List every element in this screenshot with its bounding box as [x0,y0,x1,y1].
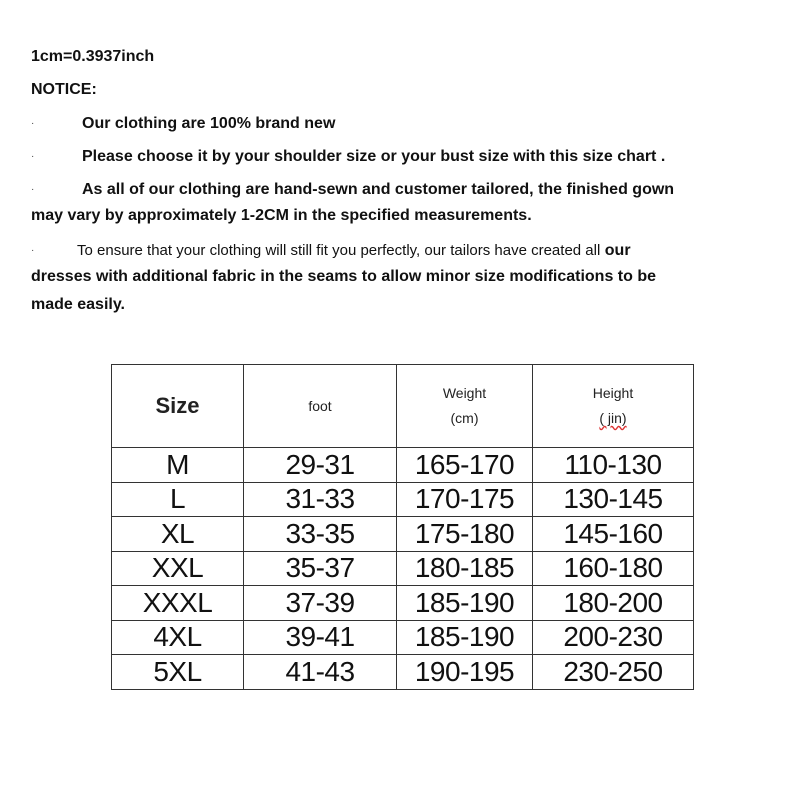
cell-weight: 185-190 [397,586,533,621]
cell-size: 4XL [112,620,244,655]
cell-foot: 31-33 [244,482,397,517]
cell-size: M [112,448,244,483]
cell-size: 5XL [112,655,244,690]
table-row [112,586,694,621]
header-weight [397,365,533,448]
cell-weight: 190-195 [397,655,533,690]
cell-size: XXL [112,551,244,586]
notice-item-fit-our: our [604,242,631,259]
cell-height: 200-230 [533,620,694,655]
header-size: Size [112,365,244,448]
cell-height: 230-250 [533,655,694,690]
bullet-icon: · [31,245,35,256]
notice-item-brand-new: Our clothing are 100% brand new [82,115,336,132]
cell-height: 110-130 [533,448,694,483]
cell-foot: 33-35 [244,517,397,552]
cell-weight: 180-185 [397,551,533,586]
cell-height: 160-180 [533,551,694,586]
cell-weight: 185-190 [397,620,533,655]
cell-weight: 170-175 [397,482,533,517]
notice-item-handsewn-line2: may vary by approximately 1-2CM in the specified measurements. [31,207,532,224]
cell-weight: 175-180 [397,517,533,552]
header-foot: foot [244,365,397,448]
cell-foot: 37-39 [244,586,397,621]
header-height [533,365,694,448]
cell-foot: 29-31 [244,448,397,483]
table-row [112,482,694,517]
bullet-icon: · [31,151,35,162]
header-height-label: Height [592,385,634,401]
table-row [112,551,694,586]
notice-item-handsewn-line1: As all of our clothing are hand-sewn and customer tailored, the finished gown [82,181,675,198]
cell-height: 130-145 [533,482,694,517]
table-row [112,620,694,655]
cell-foot: 41-43 [244,655,397,690]
bullet-icon: · [31,184,35,195]
cell-size: XL [112,517,244,552]
unit-conversion: 1cm=0.3937inch [31,48,155,65]
notice-item-fit-text: To ensure that your clothing will still fit you perfectly, our tailors have created all [77,242,601,259]
notice-item-fit-line1 [77,241,631,261]
notice-item-fit-line2: dresses with additional fabric in the seams to allow minor size modifications to be [31,268,657,285]
notice-item-fit-line3: made easily. [31,296,125,313]
cell-height: 180-200 [533,586,694,621]
header-weight-unit: (cm) [450,410,479,426]
size-chart-header-row [112,365,694,448]
cell-size: L [112,482,244,517]
cell-height: 145-160 [533,517,694,552]
notice-label: NOTICE: [31,81,97,98]
size-chart-table [111,364,694,690]
cell-foot: 39-41 [244,620,397,655]
cell-foot: 35-37 [244,551,397,586]
table-row [112,517,694,552]
bullet-icon: · [31,118,35,129]
notice-item-size-guidance: Please choose it by your shoulder size or your bust size with this size chart . [82,148,666,165]
cell-weight: 165-170 [397,448,533,483]
table-row [112,655,694,690]
cell-size: XXXL [112,586,244,621]
table-row [112,448,694,483]
header-height-unit: ( jin) [599,410,627,426]
header-weight-label: Weight [442,385,487,401]
